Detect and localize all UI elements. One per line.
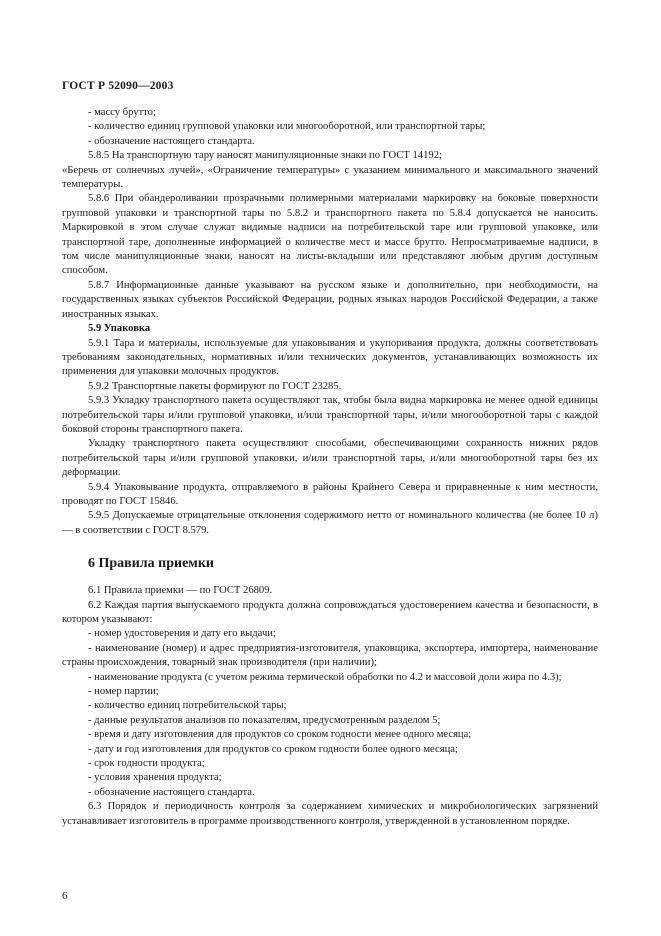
paragraph: 5.8.7 Информационные данные указывают на русском языке и дополнительно, при необходимости, на государственных языках субъектов Российской Федерации, родных языках народов Российской Федерации, а также иностранных языках. [62, 279, 598, 320]
document-header: ГОСТ Р 52090—2003 [62, 80, 174, 92]
list-item: - наименование продукта (с учетом режима термической обработки по 4.2 и массовой доли жира по 4.3); [88, 671, 562, 683]
list-item: - массу брутто; [88, 107, 156, 118]
paragraph: 5.9.4 Упаковывание продукта, отправляемого в районы Крайнего Севера и приравненные к ним местности, проводят по ГОСТ 15846. [62, 481, 598, 507]
paragraph: 5.8.6 При обандероливании прозрачными полимерными материалами маркировку на боковые поверхности групповой упаковки и транспортной тары по 5.8.2 и транспортного пакета по 5.8.4 допускается не наносить. Маркировкой в этом случае служат видимые надписи на потребительской таре или групповой упаковке, или транспортной таре, дополненные информацией о количестве мест и массе брутто. Непросматриваемые надписи, в том числе манипуляционные знаки, наносят на листы-вкладыши или представляют любым другим доступным способом. [62, 193, 598, 277]
paragraph: 6.3 Порядок и периодичность контроля за содержанием химических и микробиологических загрязнений устанавливает изготовитель в программе производственного контроля, утвержденной в установленном порядке. [62, 801, 598, 827]
list-item: - количество единиц групповой упаковки или многооборотной, или транспортной тары; [88, 121, 486, 133]
list-item: - срок годности продукта; [88, 758, 205, 770]
paragraph: Укладку транспортного пакета осуществляют способами, обеспечивающими сохранность нижних рядов потребительской тары и/или групповой упаковки, и/или транспортной тары, и/или многооборотной тары без их деформации. [62, 438, 598, 479]
paragraph: 5.9.2 Транспортные пакеты формируют по ГОСТ 23285. [88, 380, 342, 392]
list-item: - обозначение настоящего стандарта. [88, 135, 255, 147]
list-item: - условия хранения продукта; [88, 772, 222, 784]
paragraph: 5.9.5 Допускаемые отрицательные отклонения содержимого нетто от номинального количества (не более 10 л) — в соответствии с ГОСТ 8.579. [62, 510, 598, 536]
subsection-heading: 5.9 Упаковка [88, 323, 151, 335]
paragraph: 6.1 Правила приемки — по ГОСТ 26809. [88, 585, 273, 597]
paragraph: 5.9.1 Тара и материалы, используемые для упаковывания и укупоривания продукта, должны соответствовать требованиям законодательных, нормативных и/или технических документов, устанавливающих возможность их применения для упаковки молочных продуктов. [62, 337, 598, 378]
section-heading: 6 Правила приемки [88, 556, 214, 572]
paragraph: «Беречь от солнечных лучей», «Ограничение температуры» с указанием минимального и максимального значений температуры. [62, 164, 598, 191]
list-item: - номер партии; [88, 686, 159, 698]
list-item: - обозначение настоящего стандарта. [88, 786, 255, 798]
paragraph: 5.8.5 На транспортную тару наносят манипуляционные знаки по ГОСТ 14192; [88, 150, 442, 162]
list-item: - данные результатов анализов по показателям, предусмотренным разделом 5; [88, 714, 441, 726]
document-body [62, 106, 598, 829]
paragraph: 5.9.3 Укладку транспортного пакета осуществляют так, чтобы была видна маркировка не менее одной единицы потребительской тары и/или групповой упаковки, и/или транспортной тары, и/или многооборотной тары с каждой боковой стороны транспортного пакета. [62, 395, 598, 435]
paragraph: 6.2 Каждая партия выпускаемого продукта должна сопровождаться удостоверением качества и безопасности, в котором указывают: [62, 599, 598, 625]
list-item: - количество единиц потребительской тары; [88, 700, 287, 712]
list-item: - время и дату изготовления для продуктов со сроком годности менее одного месяца; [88, 729, 472, 741]
list-item: - дату и год изготовления для продуктов со сроком годности более одного месяца; [88, 743, 458, 755]
page-number: 6 [62, 890, 68, 902]
list-item: - наименование (номер) и адрес предприятия-изготовителя, упаковщика, экспортера, импортера, наименование страны происхождения, товарный знак производителя (при наличии); [62, 642, 598, 669]
list-item: - номер удостоверения и дату его выдачи; [88, 628, 276, 640]
